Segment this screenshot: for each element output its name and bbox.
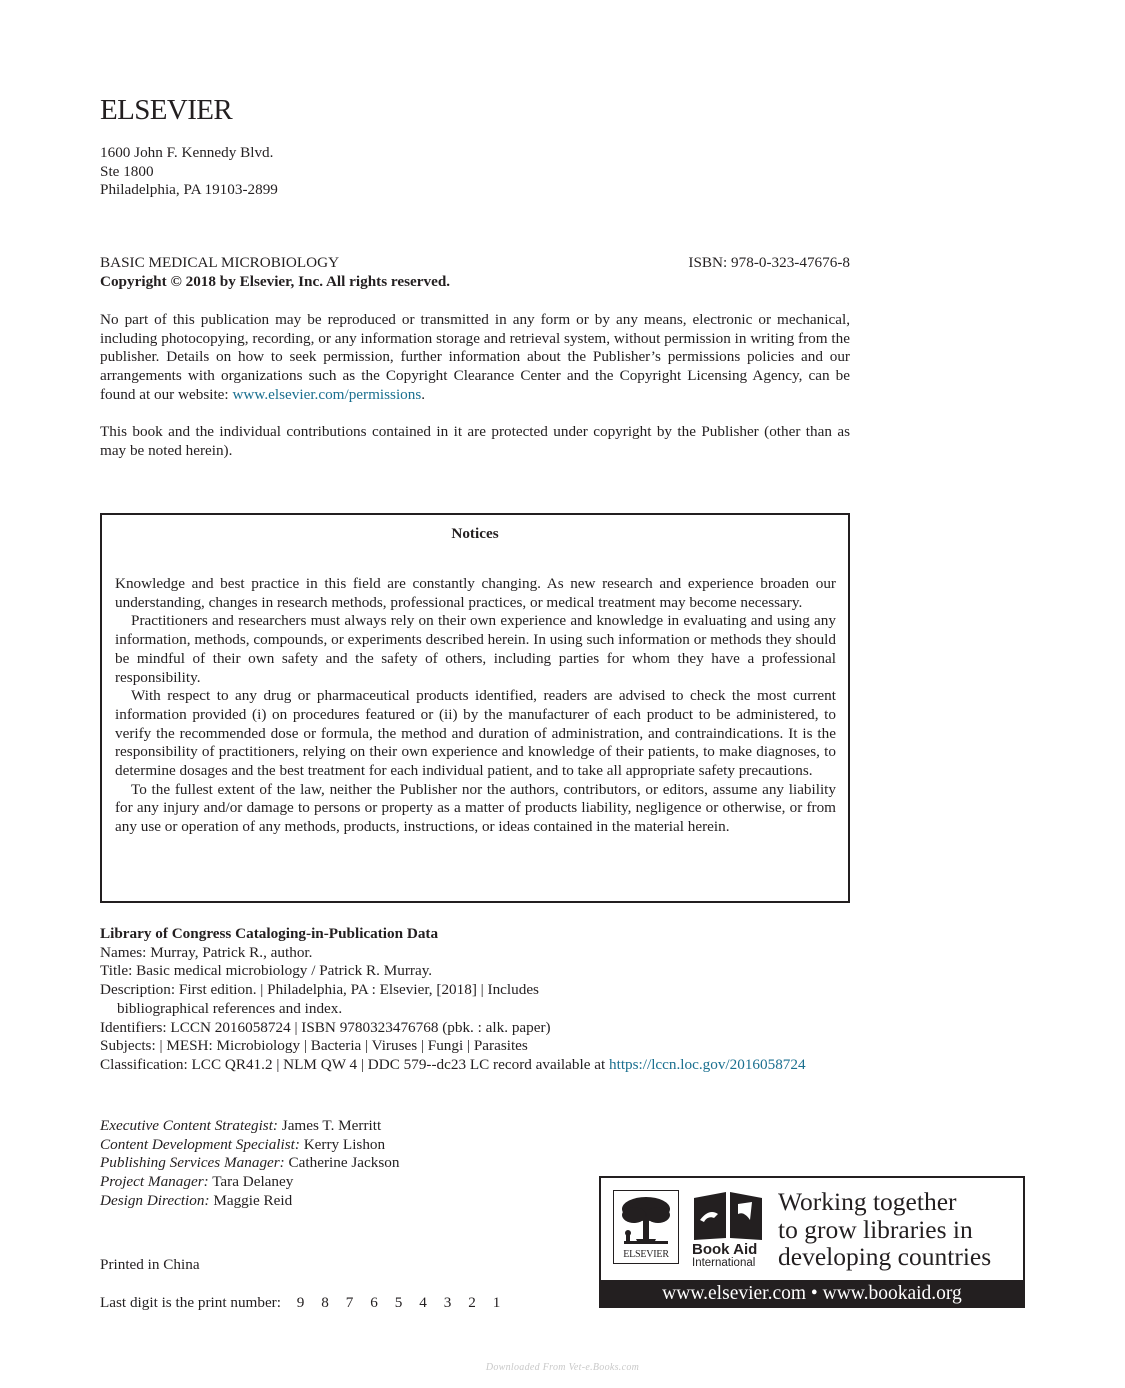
print-digits [297,1294,518,1311]
notice-paragraph: Practitioners and researchers must always rely on their own experience and knowledge in evaluating and using any information, methods, compounds, or experiments described herein. In using such information or methods they should be mindful of their own safety and the safety of others, including parties for whom they have a professional responsibility. [115,612,836,686]
staff-role: Content Development Specialist: [100,1135,300,1153]
print-number-label: Last digit is the print number: [100,1294,281,1311]
cataloging-classification [100,1056,806,1075]
book-aid-subname: International [692,1257,756,1269]
book-aid-box [599,1176,1025,1282]
book-aid-slogan [778,1188,991,1271]
print-digit: 9 [296,1294,305,1311]
staff-name: Maggie Reid [213,1191,293,1209]
print-digit: 1 [492,1294,501,1311]
staff-name: Catherine Jackson [288,1154,400,1172]
rights-text: No part of this publication may be reproduced or transmitted in any form or by any means, electronic or mechanical, including photocopying, recording, or any information storage and retrieval system, without permission in writing from the publisher. Details on how to seek permission, further information about the Publisher’s permissions policies and our arrangements with organizations such as the Copyright Clearance Center and the Copyright Licensing Agency, can be found at our website: [100,311,850,403]
notice-paragraph: To the fullest extent of the law, neither the Publisher nor the authors, contributors, or editors, assume any liability for any injury and/or damage to persons or property as a matter of products liability, negligence or otherwise, or from any use or operation of any methods, products, instructions, or ideas contained in the material herein. [115,780,836,836]
copyright-line: Copyright © 2018 by Elsevier, Inc. All rights reserved. [100,273,451,290]
staff-credits [100,1117,399,1211]
book-aid-banner [599,1176,1025,1308]
download-watermark: Downloaded From Vet-e.Books.com [485,1362,640,1373]
notices-heading: Notices [451,525,499,542]
notices-body [115,575,836,837]
cataloging-description-cont: bibliographical references and index. [117,999,343,1017]
cataloging-title: Title: Basic medical microbiology / Patrick R. Murray. [100,962,433,980]
print-digit: 2 [468,1294,476,1311]
cataloging-subjects: Subjects: | MESH: Microbiology | Bacteria | Viruses | Fungi | Parasites [100,1037,528,1055]
cataloging-heading: Library of Congress Cataloging-in-Publication Data [100,925,439,942]
book-title: BASIC MEDICAL MICROBIOLOGY [100,254,340,271]
print-digit: 3 [443,1294,452,1311]
notices-box [100,513,850,903]
cataloging-identifiers: Identifiers: LCCN 2016058724 | ISBN 9780323476768 (pbk. : alk. paper) [100,1018,551,1036]
book-aid-name: Book Aid [692,1241,758,1258]
print-digit: 8 [321,1294,329,1311]
book-aid-urls: www.elsevier.com • www.bookaid.org [599,1280,1025,1308]
staff-line [100,1173,399,1192]
staff-role: Design Direction: [100,1191,210,1209]
publisher-logo: ELSEVIER [100,94,233,126]
rights-paragraph [100,311,850,405]
address-line: 1600 John F. Kennedy Blvd. [100,144,274,161]
slogan-line: Working together [778,1187,957,1216]
staff-line [100,1136,399,1155]
book-isbn: ISBN: 978-0-323-47676-8 [688,254,850,271]
staff-name: James T. Merritt [281,1117,382,1134]
cataloging-names: Names: Murray, Patrick R., author. [100,943,313,961]
permissions-link[interactable]: www.elsevier.com/permissions [232,385,422,403]
tree-icon [614,1191,678,1249]
cataloging-description: Description: First edition. | Philadelphia, PA : Elsevier, [2018] | Includes [100,981,539,999]
protection-paragraph: This book and the individual contributions contained in it are protected under copyright by the Publisher (other than as may be noted herein). [100,423,850,459]
print-digit: 6 [370,1294,378,1311]
rights-text-end: . [421,385,426,403]
title-row [100,254,850,273]
address-line: Philadelphia, PA 19103-2899 [100,181,278,199]
staff-line [100,1117,399,1136]
publisher-address [100,144,278,200]
print-number-line [100,1294,517,1313]
slogan-line: developing countries [778,1242,992,1271]
address-line: Ste 1800 [100,162,154,180]
book-aid-logo [692,1190,764,1242]
staff-name: Tara Delaney [212,1173,294,1191]
staff-line [100,1192,399,1211]
staff-role: Project Manager: [100,1173,209,1191]
classification-text: Classification: LCC QR41.2 | NLM QW 4 | DDC 579--dc23 LC record available at [100,1055,606,1073]
staff-line [100,1154,399,1173]
open-book-hands-icon [692,1190,764,1242]
print-digit: 5 [394,1294,403,1311]
notice-paragraph: Knowledge and best practice in this field are constantly changing. As new research and experience broaden our understanding, changes in research methods, professional practices, or medical treatment may become necessary. [115,575,836,611]
lccn-link[interactable]: https://lccn.loc.gov/2016058724 [609,1055,806,1073]
staff-name: Kerry Lishon [303,1135,386,1153]
slogan-line: to grow libraries in [778,1214,973,1244]
tree-logo-label: ELSEVIER [623,1249,669,1260]
print-digit: 7 [345,1294,354,1311]
elsevier-tree-logo [613,1190,679,1264]
staff-role: Executive Content Strategist: [100,1117,278,1134]
print-digit: 4 [419,1294,427,1311]
staff-role: Publishing Services Manager: [100,1154,285,1172]
cataloging-data [100,925,806,1075]
notice-paragraph: With respect to any drug or pharmaceutical products identified, readers are advised to check the most current information provided (i) on procedures featured or (ii) by the manufacturer of each product to be administered, to verify the recommended dose or formula, the method and duration of administration, and contraindications. It is the responsibility of practitioners, relying on their own experience and knowledge of their patients, to make diagnoses, to determine dosages and the best treatment for each individual patient, and to take all appropriate safety precautions. [115,687,836,780]
printed-in: Printed in China [100,1256,200,1273]
